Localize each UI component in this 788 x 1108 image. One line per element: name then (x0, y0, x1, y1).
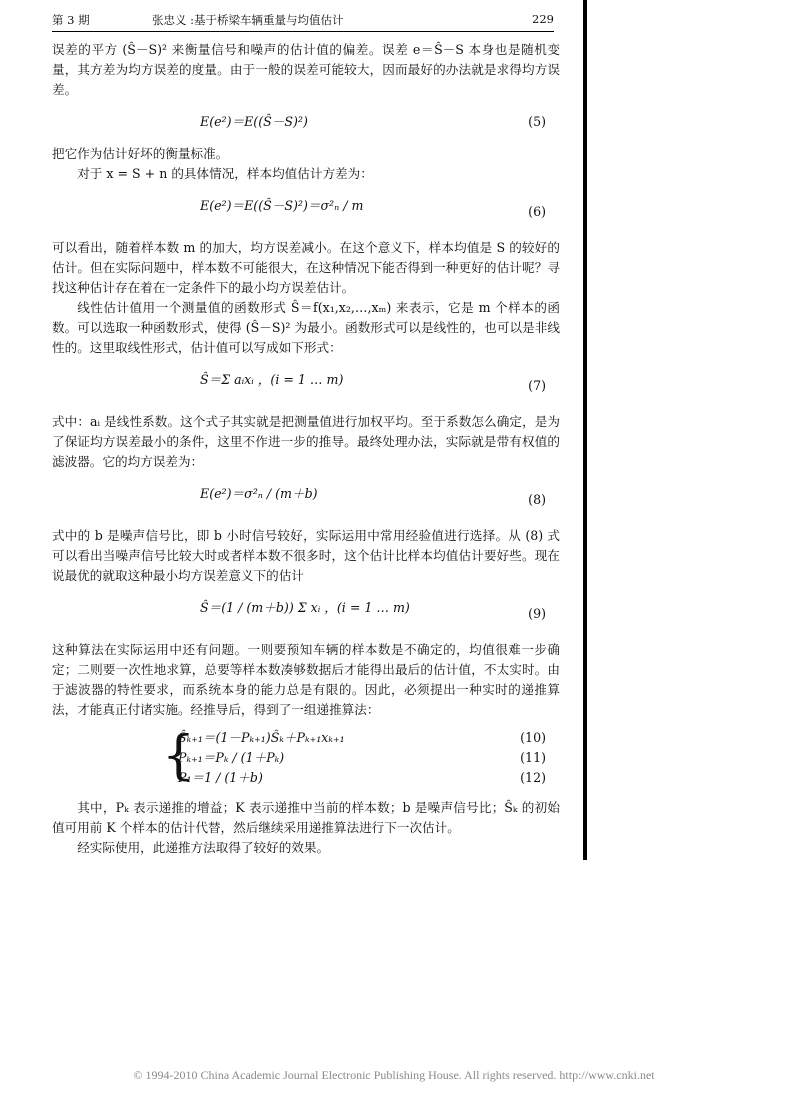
copyright-footer: © 1994-2010 China Academic Journal Electronic Publishing House. All rights reserved. http://www.cnki.net (133, 1068, 655, 1082)
equation-7 (52, 370, 560, 400)
equation-expression: Ŝₖ₊₁＝(1－Pₖ₊₁)Ŝₖ＋Pₖ₊₁xₖ₊₁ (178, 730, 345, 745)
paragraph: 把它作为估计好坏的衡量标准。 (52, 146, 229, 161)
page-number: 229 (532, 12, 554, 26)
equation-number: (7) (528, 378, 546, 393)
paragraph: 线性估计值用一个测量值的函数形式 Ŝ＝f(x₁,x₂,…,xₘ) 来表示，它是 m 个样本的函数。可以选取一种函数形式，使得 (Ŝ－S)² 为最小。函数形式可以是线性的，也可以是非线性的。这里取线性形式，估计值可以写成如下形式： (52, 300, 560, 355)
equation-expression: E(e²)＝E((Ŝ－S)²)＝σ²ₙ / m (200, 198, 364, 213)
issue-label: 第 3 期 (52, 13, 90, 27)
paragraph: 式中：aᵢ 是线性系数。这个式子其实就是把测量值进行加权平均。至于系数怎么确定，是为了保证均方误差最小的条件，这里不作进一步的推导。最终处理办法，实际就是带有权值的滤波器。它的均方误差为： (52, 414, 560, 469)
column-rule (583, 0, 587, 860)
equation-expression: E(e²)＝σ²ₙ / (m＋b) (200, 486, 318, 501)
equation-5 (52, 112, 560, 132)
system-brace: { (162, 726, 196, 786)
equation-number: (11) (520, 750, 546, 765)
running-header (52, 12, 554, 30)
equation-9 (52, 598, 560, 628)
paragraph: 误差的平方 (Ŝ－S)² 来衡量信号和噪声的估计值的偏差。误差 e＝Ŝ－S 本身也是随机变量，其方差为均方误差的度量。由于一般的误差可能较大，因而最好的办法就是求得均方误差。 (52, 42, 560, 97)
paragraph: 这种算法在实际运用中还有问题。一则要预知车辆的样本数是不确定的，均值很难一步确定；二则要一次性地求算，总要等样本数凑够数据后才能得出最后的估计值，不太实时。由于滤波器的特性要求，而系统本身的能力总是有限的。因此，必须提出一种实时的递推算法，才能真正付诸实施。经推导后，得到了一组递推算法： (52, 642, 560, 717)
equation-number: (5) (528, 114, 546, 129)
equation-system (52, 728, 560, 788)
paragraph: 式中的 b 是噪声信号比，即 b 小时信号较好，实际运用中常用经验值进行选择。从 (8) 式可以看出当噪声信号比较大时或者样本数不很多时，这个估计比样本均值估计要好些。现在说最优的就取这种最小均方误差意义下的估计 (52, 528, 560, 583)
equation-8 (52, 484, 560, 514)
paragraph: 对于 x = S + n 的具体情况，样本均值估计方差为： (77, 166, 373, 181)
header-title: 张忠义 :基于桥梁车辆重量与均值估计 (152, 13, 344, 27)
equation-6 (52, 196, 560, 226)
equation-number: (9) (528, 606, 546, 621)
equation-number: (6) (528, 204, 546, 219)
header-rule (52, 31, 554, 32)
article-body (52, 40, 560, 858)
equation-expression: Ŝ＝(1 / (m＋b)) Σ xᵢ ，(i = 1 … m) (200, 600, 410, 615)
equation-expression: P₁＝1 / (1＋b) (178, 770, 263, 785)
paragraph: 经实际使用，此递推方法取得了较好的效果。 (77, 840, 330, 855)
equation-number: (8) (528, 492, 546, 507)
paragraph: 其中，Pₖ 表示递推的增益；K 表示递推中当前的样本数；b 是噪声信号比；Ŝₖ 的初始值可用前 K 个样本的估计代替，然后继续采用递推算法进行下一次估计。 (52, 800, 560, 835)
equation-expression: Pₖ₊₁＝Pₖ / (1＋Pₖ) (178, 750, 285, 765)
equation-number: (10) (520, 730, 546, 745)
equation-expression: Ŝ＝Σ aᵢxᵢ ，(i = 1 … m) (200, 372, 344, 387)
equation-number: (12) (520, 770, 546, 785)
equation-expression: E(e²)＝E((Ŝ－S)²) (200, 114, 308, 129)
paragraph: 可以看出，随着样本数 m 的加大，均方误差减小。在这个意义下，样本均值是 S 的较好的估计。但在实际问题中，样本数不可能很大，在这种情况下能否得到一种更好的估计呢？寻找这种估计存在着在一定条件下的最小均方误差估计。 (52, 240, 560, 295)
